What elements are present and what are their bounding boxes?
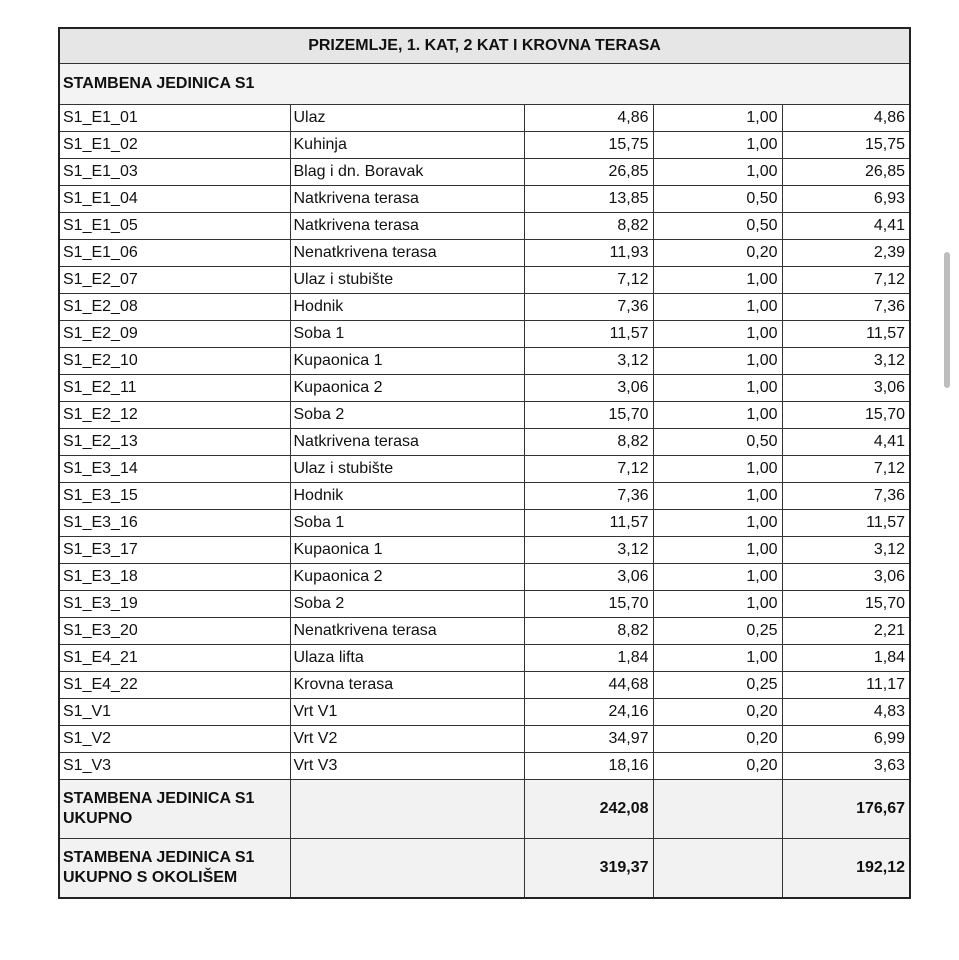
table-row xyxy=(59,159,910,186)
table-row xyxy=(59,267,910,294)
room-code: S1_E1_01 xyxy=(59,105,290,132)
room-weighted-area: 3,06 xyxy=(782,564,910,591)
table-row xyxy=(59,699,910,726)
room-code: S1_E3_17 xyxy=(59,537,290,564)
table-row xyxy=(59,186,910,213)
room-coefficient: 0,50 xyxy=(653,186,782,213)
room-code: S1_E3_14 xyxy=(59,456,290,483)
section-heading: STAMBENA JEDINICA S1 xyxy=(59,64,910,105)
room-coefficient: 1,00 xyxy=(653,375,782,402)
table-row xyxy=(59,537,910,564)
table-row xyxy=(59,753,910,780)
room-area: 18,16 xyxy=(524,753,653,780)
room-code: S1_E2_13 xyxy=(59,429,290,456)
room-weighted-area: 15,70 xyxy=(782,402,910,429)
room-code: S1_E2_10 xyxy=(59,348,290,375)
area-table xyxy=(58,27,911,899)
room-area: 24,16 xyxy=(524,699,653,726)
room-code: S1_E4_21 xyxy=(59,645,290,672)
room-code: S1_E2_11 xyxy=(59,375,290,402)
room-code: S1_E2_12 xyxy=(59,402,290,429)
room-name: Soba 2 xyxy=(290,591,524,618)
room-coefficient: 0,20 xyxy=(653,240,782,267)
room-coefficient: 1,00 xyxy=(653,483,782,510)
room-weighted-area: 4,41 xyxy=(782,429,910,456)
table-row xyxy=(59,456,910,483)
section-row xyxy=(59,64,910,105)
room-coefficient: 0,25 xyxy=(653,618,782,645)
room-weighted-area: 4,41 xyxy=(782,213,910,240)
room-coefficient: 0,25 xyxy=(653,672,782,699)
room-area: 1,84 xyxy=(524,645,653,672)
room-name: Kuhinja xyxy=(290,132,524,159)
room-coefficient: 1,00 xyxy=(653,645,782,672)
room-code: S1_E1_02 xyxy=(59,132,290,159)
room-name: Ulaz i stubište xyxy=(290,267,524,294)
room-code: S1_E3_18 xyxy=(59,564,290,591)
room-coefficient: 1,00 xyxy=(653,348,782,375)
room-area: 44,68 xyxy=(524,672,653,699)
table-row xyxy=(59,726,910,753)
room-name: Natkrivena terasa xyxy=(290,213,524,240)
room-area: 7,12 xyxy=(524,267,653,294)
room-name: Nenatkrivena terasa xyxy=(290,618,524,645)
room-weighted-area: 2,39 xyxy=(782,240,910,267)
title-row xyxy=(59,28,910,64)
total-area: 319,37 xyxy=(524,839,653,899)
room-name: Ulaza lifta xyxy=(290,645,524,672)
room-weighted-area: 3,63 xyxy=(782,753,910,780)
room-name: Natkrivena terasa xyxy=(290,429,524,456)
room-coefficient: 1,00 xyxy=(653,132,782,159)
room-code: S1_E2_08 xyxy=(59,294,290,321)
room-code: S1_E1_06 xyxy=(59,240,290,267)
total-label-line2: UKUPNO xyxy=(63,810,133,827)
room-coefficient: 1,00 xyxy=(653,456,782,483)
room-coefficient: 0,50 xyxy=(653,429,782,456)
table-row xyxy=(59,672,910,699)
total-weighted-area: 176,67 xyxy=(782,780,910,839)
room-coefficient: 1,00 xyxy=(653,510,782,537)
room-coefficient: 1,00 xyxy=(653,267,782,294)
room-name: Ulaz xyxy=(290,105,524,132)
room-code: S1_E3_15 xyxy=(59,483,290,510)
room-weighted-area: 11,17 xyxy=(782,672,910,699)
room-coefficient: 1,00 xyxy=(653,537,782,564)
table-body xyxy=(59,28,910,898)
room-area: 8,82 xyxy=(524,213,653,240)
room-weighted-area: 3,06 xyxy=(782,375,910,402)
room-weighted-area: 26,85 xyxy=(782,159,910,186)
room-name: Ulaz i stubište xyxy=(290,456,524,483)
total-weighted-area: 192,12 xyxy=(782,839,910,899)
room-name: Hodnik xyxy=(290,294,524,321)
room-area: 15,75 xyxy=(524,132,653,159)
room-name: Kupaonica 1 xyxy=(290,348,524,375)
room-area: 11,93 xyxy=(524,240,653,267)
room-weighted-area: 3,12 xyxy=(782,348,910,375)
empty-cell xyxy=(290,839,524,899)
table-row xyxy=(59,618,910,645)
total-label-line1: STAMBENA JEDINICA S1 xyxy=(63,849,255,866)
room-area: 15,70 xyxy=(524,591,653,618)
total-label-line1: STAMBENA JEDINICA S1 xyxy=(63,790,255,807)
room-area: 4,86 xyxy=(524,105,653,132)
room-coefficient: 0,20 xyxy=(653,726,782,753)
room-area: 15,70 xyxy=(524,402,653,429)
room-coefficient: 1,00 xyxy=(653,105,782,132)
room-code: S1_E4_22 xyxy=(59,672,290,699)
room-name: Soba 1 xyxy=(290,510,524,537)
room-area: 7,36 xyxy=(524,483,653,510)
table-row xyxy=(59,483,910,510)
room-area: 3,06 xyxy=(524,564,653,591)
room-coefficient: 1,00 xyxy=(653,321,782,348)
room-weighted-area: 11,57 xyxy=(782,321,910,348)
room-area: 13,85 xyxy=(524,186,653,213)
room-area: 8,82 xyxy=(524,618,653,645)
vertical-scrollbar[interactable] xyxy=(944,252,950,388)
room-weighted-area: 7,36 xyxy=(782,483,910,510)
table-row xyxy=(59,429,910,456)
room-name: Kupaonica 1 xyxy=(290,537,524,564)
room-area: 3,12 xyxy=(524,537,653,564)
total-row xyxy=(59,839,910,899)
total-label xyxy=(59,780,290,839)
room-area: 26,85 xyxy=(524,159,653,186)
room-code: S1_E3_19 xyxy=(59,591,290,618)
room-coefficient: 0,50 xyxy=(653,213,782,240)
room-weighted-area: 4,83 xyxy=(782,699,910,726)
table-row xyxy=(59,348,910,375)
room-area: 3,12 xyxy=(524,348,653,375)
room-weighted-area: 15,75 xyxy=(782,132,910,159)
total-row xyxy=(59,780,910,839)
room-weighted-area: 4,86 xyxy=(782,105,910,132)
room-weighted-area: 2,21 xyxy=(782,618,910,645)
table-row xyxy=(59,132,910,159)
table-row xyxy=(59,564,910,591)
room-weighted-area: 7,12 xyxy=(782,267,910,294)
empty-cell xyxy=(653,839,782,899)
table-row xyxy=(59,213,910,240)
room-weighted-area: 1,84 xyxy=(782,645,910,672)
room-name: Vrt V1 xyxy=(290,699,524,726)
room-weighted-area: 7,36 xyxy=(782,294,910,321)
room-name: Soba 2 xyxy=(290,402,524,429)
room-coefficient: 1,00 xyxy=(653,591,782,618)
table-row xyxy=(59,645,910,672)
room-code: S1_V3 xyxy=(59,753,290,780)
room-name: Natkrivena terasa xyxy=(290,186,524,213)
total-area: 242,08 xyxy=(524,780,653,839)
room-area: 3,06 xyxy=(524,375,653,402)
room-coefficient: 0,20 xyxy=(653,699,782,726)
room-name: Kupaonica 2 xyxy=(290,564,524,591)
room-area: 11,57 xyxy=(524,510,653,537)
room-name: Krovna terasa xyxy=(290,672,524,699)
room-name: Hodnik xyxy=(290,483,524,510)
room-weighted-area: 3,12 xyxy=(782,537,910,564)
room-area: 11,57 xyxy=(524,321,653,348)
room-area: 8,82 xyxy=(524,429,653,456)
empty-cell xyxy=(653,780,782,839)
room-code: S1_E1_04 xyxy=(59,186,290,213)
room-code: S1_E1_05 xyxy=(59,213,290,240)
room-code: S1_E2_09 xyxy=(59,321,290,348)
table-title: PRIZEMLJE, 1. KAT, 2 KAT I KROVNA TERASA xyxy=(59,28,910,64)
table-row xyxy=(59,321,910,348)
room-weighted-area: 7,12 xyxy=(782,456,910,483)
room-area: 7,36 xyxy=(524,294,653,321)
room-area: 34,97 xyxy=(524,726,653,753)
table-row xyxy=(59,240,910,267)
table-row xyxy=(59,591,910,618)
room-coefficient: 1,00 xyxy=(653,159,782,186)
table-row xyxy=(59,375,910,402)
room-code: S1_E1_03 xyxy=(59,159,290,186)
room-name: Soba 1 xyxy=(290,321,524,348)
room-coefficient: 0,20 xyxy=(653,753,782,780)
room-weighted-area: 6,93 xyxy=(782,186,910,213)
room-name: Vrt V2 xyxy=(290,726,524,753)
room-weighted-area: 6,99 xyxy=(782,726,910,753)
room-name: Nenatkrivena terasa xyxy=(290,240,524,267)
room-area: 7,12 xyxy=(524,456,653,483)
room-weighted-area: 11,57 xyxy=(782,510,910,537)
room-name: Blag i dn. Boravak xyxy=(290,159,524,186)
table-row xyxy=(59,402,910,429)
room-code: S1_V1 xyxy=(59,699,290,726)
room-code: S1_E3_20 xyxy=(59,618,290,645)
total-label xyxy=(59,839,290,899)
empty-cell xyxy=(290,780,524,839)
room-coefficient: 1,00 xyxy=(653,564,782,591)
room-coefficient: 1,00 xyxy=(653,294,782,321)
room-name: Kupaonica 2 xyxy=(290,375,524,402)
room-coefficient: 1,00 xyxy=(653,402,782,429)
total-label-line2: UKUPNO S OKOLIŠEM xyxy=(63,869,238,886)
table-row xyxy=(59,294,910,321)
room-name: Vrt V3 xyxy=(290,753,524,780)
room-weighted-area: 15,70 xyxy=(782,591,910,618)
room-code: S1_V2 xyxy=(59,726,290,753)
room-code: S1_E2_07 xyxy=(59,267,290,294)
room-code: S1_E3_16 xyxy=(59,510,290,537)
table-row xyxy=(59,510,910,537)
table-row xyxy=(59,105,910,132)
